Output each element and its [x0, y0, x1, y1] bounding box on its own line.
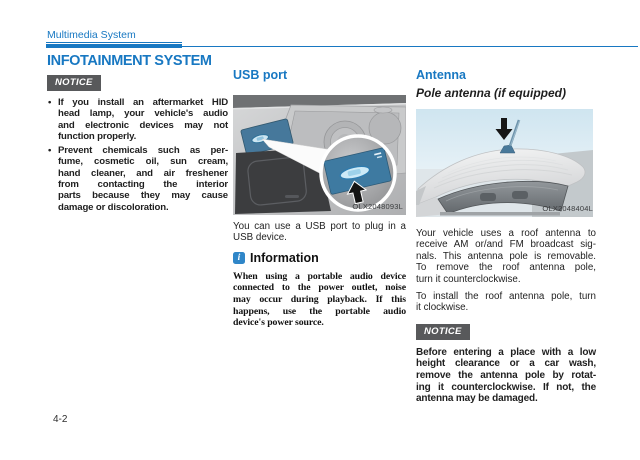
info-title: Information — [250, 250, 319, 265]
usb-column — [233, 68, 406, 329]
antenna-subtitle: Pole antenna (if equipped) — [416, 86, 567, 100]
antenna-image-caption: OLX2048404L — [542, 204, 593, 213]
bullet-marker: • — [48, 96, 52, 108]
page-title: INFOTAINMENT SYSTEM — [47, 53, 212, 69]
header-rule-thick — [46, 44, 182, 48]
usb-port-inset-magnifier — [321, 136, 395, 210]
info-body: When using a portable audio device connected to the power outlet, noise may occur during playback. If this happens, use the portable audio device's power source. — [233, 270, 406, 329]
antenna-notice-badge: NOTICE — [416, 324, 470, 340]
usb-image-caption: OLX2048093L — [352, 202, 403, 211]
antenna-notice-body: Before entering a place with a low height clearance or a car wash, remove the antenna pole by rotat- ing it counterclockwise. If not, the antenna may be damaged. — [416, 346, 596, 405]
notice-badge: NOTICE — [47, 75, 101, 91]
antenna-column — [416, 68, 596, 405]
usb-body: You can use a USB port to plug in a USB device. — [233, 221, 406, 244]
antenna-illustration — [416, 109, 593, 217]
bullet-marker: • — [48, 144, 52, 156]
header-underline — [46, 42, 182, 43]
bullet-item — [47, 97, 228, 142]
bullet-item — [47, 145, 228, 213]
antenna-section-title: Antenna — [416, 68, 466, 82]
antenna-para-2: To install the roof antenna pole, turn it clockwise. — [416, 291, 596, 314]
info-heading — [233, 251, 406, 265]
antenna-para-1: Your vehicle uses a roof antenna to receive AM or/and FM broadcast sig- nals. This antenna pole is removable. To remove the roof antenna pole, turn it counterclockwise. — [416, 228, 596, 285]
page-number: 4-2 — [53, 414, 68, 425]
antenna-figure — [416, 109, 596, 217]
running-header: Multimedia System — [47, 29, 136, 41]
usb-section-title: USB port — [233, 68, 288, 82]
left-column — [47, 53, 228, 216]
usb-port-illustration — [233, 95, 406, 215]
bullet-text: If you install an aftermarket HID head lamp, your vehicle's audio and electronic devices may not function properly. — [58, 97, 228, 142]
information-icon: i — [233, 252, 245, 264]
notice-bullet-list — [47, 97, 228, 213]
bullet-text: Prevent chemicals such as per- fume, cosmetic oil, sun cream, hand cleaner, and air freshener from contacting the interior parts because they may cause damage or discoloration. — [58, 145, 228, 213]
usb-port-figure — [233, 95, 406, 215]
